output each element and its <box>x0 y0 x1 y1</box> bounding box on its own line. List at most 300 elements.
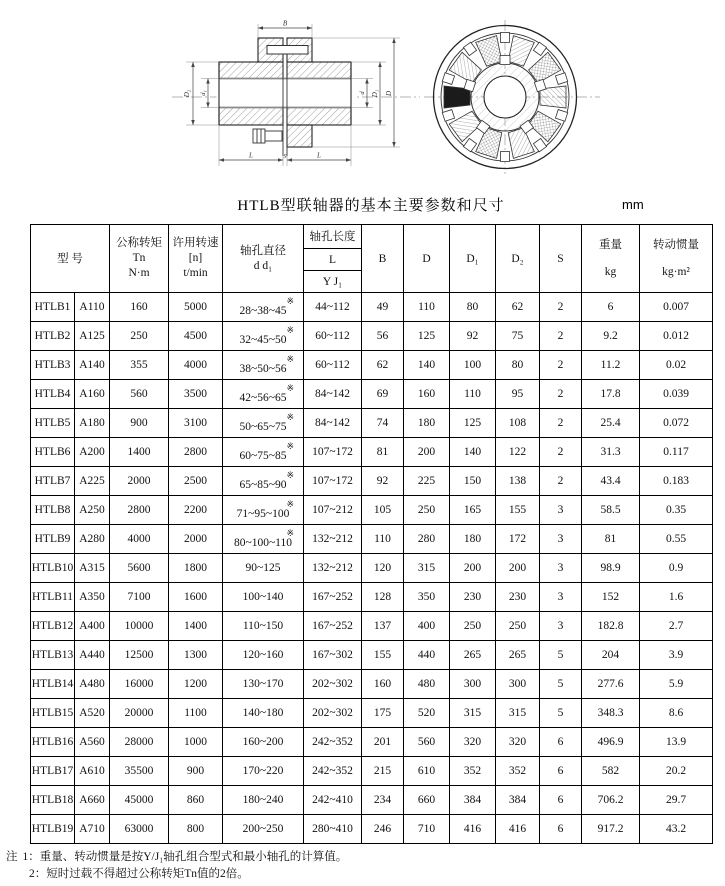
cell-D1: 230 <box>450 583 496 612</box>
cell-bore-length: 107~172 <box>304 438 362 467</box>
cell-bore-diameter: 130~170 <box>223 670 304 699</box>
cell-model: HTLB9 <box>31 525 75 554</box>
header-speed: 许用转速 [n] t/min <box>169 225 223 293</box>
cell-size: A560 <box>75 728 110 757</box>
cell-weight: 706.2 <box>582 786 640 815</box>
cell-inertia: 0.072 <box>640 409 713 438</box>
table-row <box>31 728 713 757</box>
cell-D: 480 <box>404 670 450 699</box>
cell-S: 3 <box>540 525 582 554</box>
cell-bore-diameter: 160~200 <box>223 728 304 757</box>
cell-torque: 355 <box>110 351 169 380</box>
cell-size: A660 <box>75 786 110 815</box>
cell-model: HTLB5 <box>31 409 75 438</box>
bolt <box>253 129 282 143</box>
cell-weight: 182.8 <box>582 612 640 641</box>
cell-torque: 10000 <box>110 612 169 641</box>
cell-torque: 250 <box>110 322 169 351</box>
cell-D1: 416 <box>450 815 496 844</box>
cell-S: 2 <box>540 380 582 409</box>
cell-B: 155 <box>362 641 404 670</box>
cell-bore-diameter: 90~125 <box>223 554 304 583</box>
cell-model: HTLB12 <box>31 612 75 641</box>
header-D2: D₂ <box>496 225 540 293</box>
cell-B: 110 <box>362 525 404 554</box>
cell-torque: 7100 <box>110 583 169 612</box>
cell-D: 400 <box>404 612 450 641</box>
table-row <box>31 525 713 554</box>
cell-D2: 95 <box>496 380 540 409</box>
cell-D1: 110 <box>450 380 496 409</box>
cell-weight: 152 <box>582 583 640 612</box>
cell-bore-diameter: 170~220 <box>223 757 304 786</box>
table-header <box>31 225 713 293</box>
cell-S: 6 <box>540 786 582 815</box>
cell-D1: 265 <box>450 641 496 670</box>
cell-B: 128 <box>362 583 404 612</box>
cell-D2: 75 <box>496 322 540 351</box>
cell-size: A350 <box>75 583 110 612</box>
cell-B: 74 <box>362 409 404 438</box>
bore-circle <box>484 76 526 118</box>
cell-D2: 352 <box>496 757 540 786</box>
cell-S: 2 <box>540 322 582 351</box>
dim-label-d: d <box>359 91 366 95</box>
cell-D2: 138 <box>496 467 540 496</box>
cell-D2: 62 <box>496 293 540 322</box>
cell-speed: 2200 <box>169 496 223 525</box>
cell-bore-length: 107~172 <box>304 467 362 496</box>
cell-size: A180 <box>75 409 110 438</box>
dim-label-D1: D₁ <box>371 89 379 98</box>
cell-D1: 315 <box>450 699 496 728</box>
cell-S: 6 <box>540 757 582 786</box>
table-row <box>31 583 713 612</box>
cell-size: A225 <box>75 467 110 496</box>
cell-bore-diameter: 110~150 <box>223 612 304 641</box>
table-row <box>31 641 713 670</box>
cell-inertia: 2.7 <box>640 612 713 641</box>
cell-size: A125 <box>75 322 110 351</box>
cell-D2: 320 <box>496 728 540 757</box>
table-body <box>31 293 713 844</box>
cell-bore-diameter: 140~180 <box>223 699 304 728</box>
cell-D1: 140 <box>450 438 496 467</box>
dim-label-d1: d₁ <box>200 90 207 96</box>
cell-D2: 265 <box>496 641 540 670</box>
cell-speed: 1300 <box>169 641 223 670</box>
cell-bore-diameter: ※ 80~100~110 <box>223 525 304 554</box>
cell-torque: 45000 <box>110 786 169 815</box>
cell-inertia: 3.9 <box>640 641 713 670</box>
cell-D: 560 <box>404 728 450 757</box>
page-title: HTLB型联轴器的基本主要参数和尺寸 <box>237 198 505 214</box>
cell-inertia: 5.9 <box>640 670 713 699</box>
notes <box>6 849 347 883</box>
cell-bore-length: 167~252 <box>304 612 362 641</box>
table-row <box>31 438 713 467</box>
cell-inertia: 0.02 <box>640 351 713 380</box>
cell-weight: 31.3 <box>582 438 640 467</box>
cell-bore-length: 242~352 <box>304 728 362 757</box>
cell-D1: 180 <box>450 525 496 554</box>
cell-D: 710 <box>404 815 450 844</box>
cell-bore-diameter: 200~250 <box>223 815 304 844</box>
cell-B: 160 <box>362 670 404 699</box>
cell-bore-length: 44~112 <box>304 293 362 322</box>
cell-D2: 80 <box>496 351 540 380</box>
section-view-drawing <box>170 8 422 180</box>
cell-bore-diameter: 180~240 <box>223 786 304 815</box>
cell-bore-length: 132~212 <box>304 554 362 583</box>
table-row <box>31 612 713 641</box>
cell-D1: 125 <box>450 409 496 438</box>
cell-D2: 155 <box>496 496 540 525</box>
cell-size: A160 <box>75 380 110 409</box>
cell-D2: 315 <box>496 699 540 728</box>
dim-label-S: S <box>283 154 287 160</box>
table-row <box>31 380 713 409</box>
cell-model: HTLB7 <box>31 467 75 496</box>
cell-speed: 4500 <box>169 322 223 351</box>
cell-size: A280 <box>75 525 110 554</box>
cell-model: HTLB13 <box>31 641 75 670</box>
cell-D2: 200 <box>496 554 540 583</box>
table-row <box>31 670 713 699</box>
cell-torque: 2000 <box>110 467 169 496</box>
cell-torque: 5600 <box>110 554 169 583</box>
cell-weight: 277.6 <box>582 670 640 699</box>
cell-inertia: 0.183 <box>640 467 713 496</box>
note-text-1: 1：重量、转动惯量是按Y/J₁轴孔组合型式和最小轴孔的计算值。 <box>22 851 348 863</box>
table-row <box>31 786 713 815</box>
header-bore-length-YJ: Y J₁ <box>304 271 362 293</box>
cell-bore-diameter: ※ 60~75~85 <box>223 438 304 467</box>
unit-label: mm <box>622 197 644 212</box>
cell-D: 280 <box>404 525 450 554</box>
cell-D: 110 <box>404 293 450 322</box>
cell-B: 105 <box>362 496 404 525</box>
cell-weight: 6 <box>582 293 640 322</box>
cell-model: HTLB16 <box>31 728 75 757</box>
note-text-2: 2：短时过载不得超过公称转矩Tn值的2倍。 <box>29 868 249 880</box>
cell-speed: 900 <box>169 757 223 786</box>
cell-model: HTLB6 <box>31 438 75 467</box>
cell-D1: 80 <box>450 293 496 322</box>
cell-bore-length: 167~252 <box>304 583 362 612</box>
cell-bore-length: 280~410 <box>304 815 362 844</box>
table-row <box>31 815 713 844</box>
cell-torque: 1400 <box>110 438 169 467</box>
cell-model: HTLB14 <box>31 670 75 699</box>
cell-weight: 496.9 <box>582 728 640 757</box>
cell-weight: 58.5 <box>582 496 640 525</box>
cell-weight: 17.8 <box>582 380 640 409</box>
cell-S: 2 <box>540 438 582 467</box>
cell-B: 56 <box>362 322 404 351</box>
cell-inertia: 43.2 <box>640 815 713 844</box>
cell-size: A710 <box>75 815 110 844</box>
cell-B: 120 <box>362 554 404 583</box>
cell-weight: 98.9 <box>582 554 640 583</box>
cell-torque: 28000 <box>110 728 169 757</box>
cell-D1: 100 <box>450 351 496 380</box>
cell-size: A140 <box>75 351 110 380</box>
cell-D: 610 <box>404 757 450 786</box>
cell-D2: 416 <box>496 815 540 844</box>
cell-weight: 9.2 <box>582 322 640 351</box>
cell-bore-diameter: ※ 50~65~75 <box>223 409 304 438</box>
cell-D: 225 <box>404 467 450 496</box>
cell-torque: 20000 <box>110 699 169 728</box>
cell-D: 520 <box>404 699 450 728</box>
cell-inertia: 0.039 <box>640 380 713 409</box>
cell-D2: 230 <box>496 583 540 612</box>
cell-bore-length: 242~410 <box>304 786 362 815</box>
cell-D2: 172 <box>496 525 540 554</box>
cell-B: 246 <box>362 815 404 844</box>
cell-speed: 4000 <box>169 351 223 380</box>
cell-speed: 1000 <box>169 728 223 757</box>
cell-D1: 92 <box>450 322 496 351</box>
cell-B: 69 <box>362 380 404 409</box>
cell-D2: 300 <box>496 670 540 699</box>
cell-inertia: 0.117 <box>640 438 713 467</box>
header-bore-diameter: 轴孔直径 d d₁ <box>223 225 304 293</box>
cell-size: A610 <box>75 757 110 786</box>
cell-size: A315 <box>75 554 110 583</box>
cell-S: 5 <box>540 641 582 670</box>
cell-S: 3 <box>540 554 582 583</box>
table-row <box>31 322 713 351</box>
cell-speed: 1400 <box>169 612 223 641</box>
cell-inertia: 0.35 <box>640 496 713 525</box>
header-D: D <box>404 225 450 293</box>
cell-speed: 1800 <box>169 554 223 583</box>
cell-speed: 1100 <box>169 699 223 728</box>
cell-weight: 582 <box>582 757 640 786</box>
cell-weight: 348.3 <box>582 699 640 728</box>
cell-inertia: 0.012 <box>640 322 713 351</box>
header-model: 型 号 <box>31 225 110 293</box>
cell-B: 201 <box>362 728 404 757</box>
note-line-1 <box>6 849 347 866</box>
cell-inertia: 20.2 <box>640 757 713 786</box>
cell-bore-length: 107~212 <box>304 496 362 525</box>
cell-bore-length: 202~302 <box>304 699 362 728</box>
cell-D: 140 <box>404 351 450 380</box>
cell-D: 200 <box>404 438 450 467</box>
header-bore-length: 轴孔长度 <box>304 225 362 249</box>
cell-weight: 81 <box>582 525 640 554</box>
cell-bore-diameter: ※ 65~85~90 <box>223 467 304 496</box>
cell-bore-diameter: 120~160 <box>223 641 304 670</box>
cell-weight: 917.2 <box>582 815 640 844</box>
cell-D1: 352 <box>450 757 496 786</box>
cell-S: 2 <box>540 409 582 438</box>
cell-model: HTLB15 <box>31 699 75 728</box>
cell-B: 49 <box>362 293 404 322</box>
header-inertia: 转动惯量 kg·m² <box>640 225 713 293</box>
cell-weight: 204 <box>582 641 640 670</box>
cell-torque: 2800 <box>110 496 169 525</box>
table-row <box>31 409 713 438</box>
cell-D: 160 <box>404 380 450 409</box>
dim-label-L-left: L <box>249 151 253 160</box>
cell-bore-length: 242~352 <box>304 757 362 786</box>
dim-label-B: B <box>282 19 288 28</box>
cell-torque: 35500 <box>110 757 169 786</box>
cell-D: 180 <box>404 409 450 438</box>
cell-B: 175 <box>362 699 404 728</box>
cell-B: 137 <box>362 612 404 641</box>
cell-D: 350 <box>404 583 450 612</box>
cell-S: 3 <box>540 496 582 525</box>
cell-inertia: 0.007 <box>640 293 713 322</box>
cell-speed: 2500 <box>169 467 223 496</box>
cell-bore-length: 202~302 <box>304 670 362 699</box>
cell-bore-diameter: ※ 32~45~50 <box>223 322 304 351</box>
header-weight: 重量 kg <box>582 225 640 293</box>
cell-size: A400 <box>75 612 110 641</box>
cell-torque: 160 <box>110 293 169 322</box>
cell-bore-diameter: 100~140 <box>223 583 304 612</box>
cell-speed: 5000 <box>169 293 223 322</box>
flange-slot <box>267 46 308 55</box>
cell-D2: 250 <box>496 612 540 641</box>
cell-size: A520 <box>75 699 110 728</box>
cell-speed: 1600 <box>169 583 223 612</box>
dim-label-L-right: L <box>317 151 321 160</box>
table-row <box>31 496 713 525</box>
end-view-drawing <box>424 18 600 176</box>
cell-torque: 4000 <box>110 525 169 554</box>
cell-size: A250 <box>75 496 110 525</box>
cell-B: 62 <box>362 351 404 380</box>
cell-model: HTLB8 <box>31 496 75 525</box>
cell-inertia: 1.6 <box>640 583 713 612</box>
cell-B: 215 <box>362 757 404 786</box>
cell-D1: 165 <box>450 496 496 525</box>
cell-inertia: 13.9 <box>640 728 713 757</box>
dim-label-D: D <box>385 90 393 97</box>
cell-S: 2 <box>540 351 582 380</box>
cell-bore-diameter: ※ 28~38~45 <box>223 293 304 322</box>
table-row <box>31 699 713 728</box>
parameters-table <box>30 224 713 844</box>
cell-torque: 560 <box>110 380 169 409</box>
cell-S: 3 <box>540 612 582 641</box>
cell-bore-length: 132~212 <box>304 525 362 554</box>
cell-weight: 43.4 <box>582 467 640 496</box>
cell-D1: 200 <box>450 554 496 583</box>
cell-B: 92 <box>362 467 404 496</box>
cell-speed: 1200 <box>169 670 223 699</box>
cell-size: A440 <box>75 641 110 670</box>
cell-D2: 384 <box>496 786 540 815</box>
header-D1: D₁ <box>450 225 496 293</box>
dim-label-D2: D₂ <box>183 89 191 98</box>
header-B: B <box>362 225 404 293</box>
cell-bore-diameter: ※ 42~56~65 <box>223 380 304 409</box>
cell-model: HTLB10 <box>31 554 75 583</box>
cell-bore-diameter: ※ 38~50~56 <box>223 351 304 380</box>
cell-model: HTLB11 <box>31 583 75 612</box>
cell-D: 315 <box>404 554 450 583</box>
cell-torque: 63000 <box>110 815 169 844</box>
cell-bore-length: 84~142 <box>304 409 362 438</box>
header-S: S <box>540 225 582 293</box>
table-row <box>31 293 713 322</box>
cell-inertia: 0.9 <box>640 554 713 583</box>
cell-torque: 12500 <box>110 641 169 670</box>
cell-inertia: 0.55 <box>640 525 713 554</box>
cell-model: HTLB19 <box>31 815 75 844</box>
table-row <box>31 467 713 496</box>
cell-B: 81 <box>362 438 404 467</box>
cell-S: 6 <box>540 728 582 757</box>
cell-S: 5 <box>540 699 582 728</box>
cell-D: 660 <box>404 786 450 815</box>
cell-S: 6 <box>540 815 582 844</box>
cell-model: HTLB4 <box>31 380 75 409</box>
table-row <box>31 757 713 786</box>
cell-inertia: 29.7 <box>640 786 713 815</box>
cell-D2: 122 <box>496 438 540 467</box>
cell-torque: 16000 <box>110 670 169 699</box>
cell-D1: 150 <box>450 467 496 496</box>
cell-D2: 108 <box>496 409 540 438</box>
note-line-2 <box>6 866 347 883</box>
header-bore-length-L: L <box>304 249 362 271</box>
cell-D1: 250 <box>450 612 496 641</box>
cell-bore-length: 167~302 <box>304 641 362 670</box>
cell-B: 234 <box>362 786 404 815</box>
table-row <box>31 554 713 583</box>
cell-speed: 3500 <box>169 380 223 409</box>
cell-bore-length: 84~142 <box>304 380 362 409</box>
table-row <box>31 351 713 380</box>
cell-D: 440 <box>404 641 450 670</box>
cell-speed: 3100 <box>169 409 223 438</box>
cell-weight: 11.2 <box>582 351 640 380</box>
cell-size: A110 <box>75 293 110 322</box>
cell-bore-length: 60~112 <box>304 322 362 351</box>
note-prefix: 注 <box>6 851 18 863</box>
cell-D1: 320 <box>450 728 496 757</box>
cell-model: HTLB3 <box>31 351 75 380</box>
cell-S: 5 <box>540 670 582 699</box>
cell-S: 3 <box>540 583 582 612</box>
cell-size: A480 <box>75 670 110 699</box>
cell-speed: 800 <box>169 815 223 844</box>
cell-model: HTLB18 <box>31 786 75 815</box>
cell-weight: 25.4 <box>582 409 640 438</box>
cell-model: HTLB2 <box>31 322 75 351</box>
cell-S: 2 <box>540 293 582 322</box>
cell-speed: 2000 <box>169 525 223 554</box>
cell-speed: 2800 <box>169 438 223 467</box>
cell-model: HTLB17 <box>31 757 75 786</box>
header-torque: 公称转矩 Tn N·m <box>110 225 169 293</box>
cell-D: 250 <box>404 496 450 525</box>
cell-bore-length: 60~112 <box>304 351 362 380</box>
cell-speed: 860 <box>169 786 223 815</box>
cell-D1: 300 <box>450 670 496 699</box>
cell-model: HTLB1 <box>31 293 75 322</box>
bore <box>217 79 355 107</box>
cell-D1: 384 <box>450 786 496 815</box>
